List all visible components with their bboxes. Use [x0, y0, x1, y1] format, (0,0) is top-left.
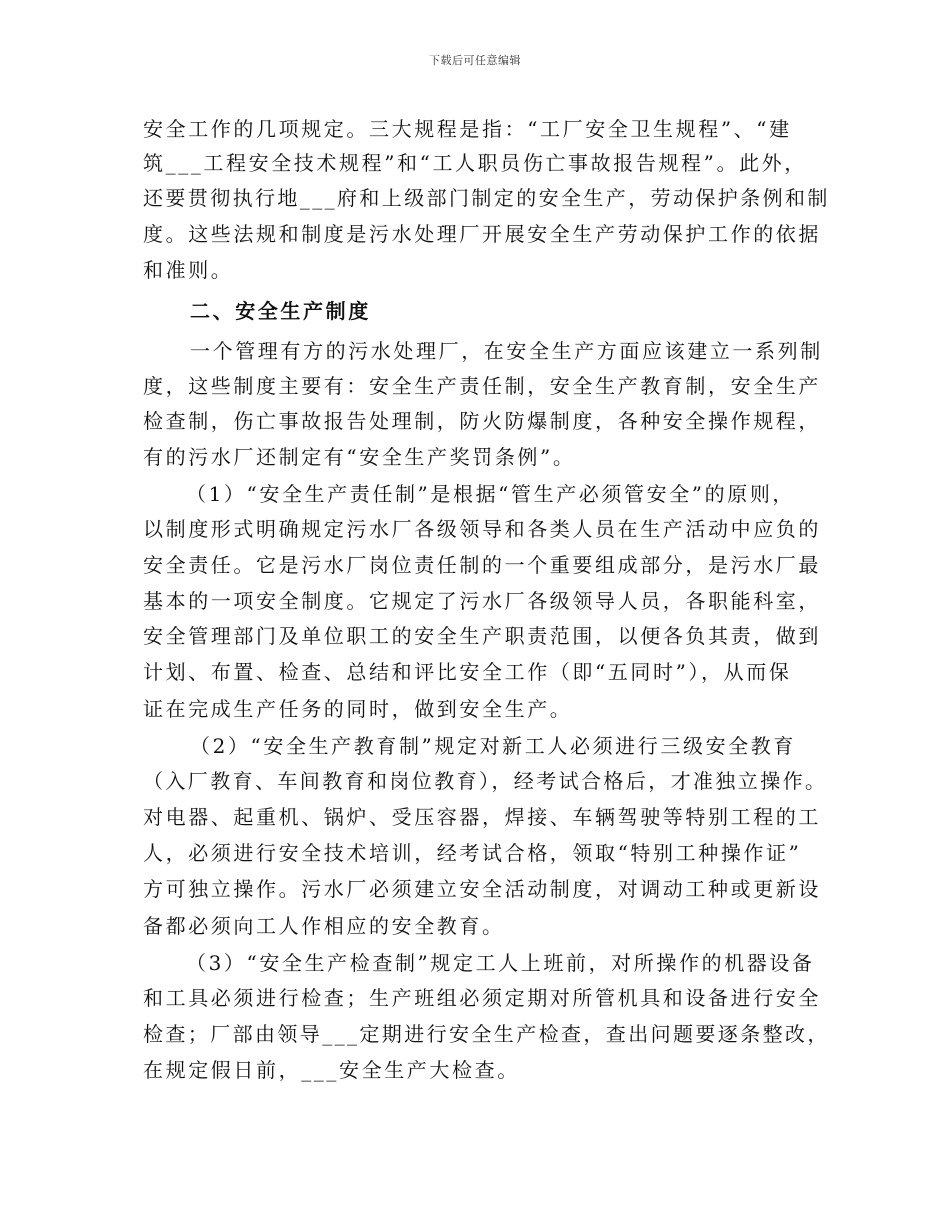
text-line: 以制度形式明确规定污水厂各级领导和各类人员在生产活动中应负的	[143, 517, 821, 541]
section-heading: 二、安全生产制度	[190, 299, 371, 323]
text-line: 计划、布置、检查、总结和评比安全工作（即“五同时”），从而保	[143, 660, 792, 684]
text-line: 和工具必须进行检查；生产班组必须定期对所管机具和设备进行安全	[143, 986, 821, 1010]
text-line: 检查制，伤亡事故报告处理制，防火防爆制度，各种安全操作规程，	[143, 409, 821, 433]
text-line: 证在完成生产任务的同时，做到安全生产。	[143, 697, 573, 721]
text-line: （3）“安全生产检查制”规定工人上班前，对所操作的机器设备	[186, 951, 815, 975]
text-line: 安全责任。它是污水厂岗位责任制的一个重要组成部分，是污水厂最	[143, 553, 821, 577]
text-line: 和准则。	[143, 258, 234, 282]
text-line: 度，这些制度主要有：安全生产责任制，安全生产教育制，安全生产	[143, 374, 821, 398]
text-line: 安全工作的几项规定。三大规程是指：“工厂安全卫生规程”、“建	[143, 117, 792, 141]
text-line: 方可独立操作。污水厂必须建立安全活动制度，对调动工种或更新设	[143, 877, 821, 901]
text-line: 检查；厂部由领导___定期进行安全生产检查，查出问题要逐条整改，	[143, 1022, 830, 1046]
text-line: 基本的一项安全制度。它规定了污水厂各级领导人员，各职能科室，	[143, 589, 821, 613]
text-line: 有的污水厂还制定有“安全生产奖罚条例”。	[143, 445, 576, 469]
text-line: 筑___工程安全技术规程”和“工人职员伤亡事故报告规程”。此外，	[143, 151, 807, 175]
text-line: 备都必须向工人作相应的安全教育。	[143, 914, 505, 938]
text-line: 对电器、起重机、锅炉、受压容器，焊接、车辆驾驶等特别工程的工	[143, 805, 821, 829]
text-line: （1）“安全生产责任制”是根据“管生产必须管安全”的原则，	[186, 482, 796, 506]
text-line: 度。这些法规和制度是污水处理厂开展安全生产劳动保护工作的依据	[143, 222, 821, 246]
text-line: 安全管理部门及单位职工的安全生产职责范围，以便各负其责，做到	[143, 624, 821, 648]
text-line: 在规定假日前，___安全生产大检查。	[143, 1058, 520, 1082]
text-line: 一个管理有方的污水处理厂，在安全生产方面应该建立一系列制	[190, 339, 823, 363]
text-line: 人，必须进行安全技术培训，经考试合格，领取“特别工种操作证”	[143, 841, 802, 865]
text-line: （2）“安全生产教育制”规定对新工人必须进行三级安全教育	[190, 734, 796, 758]
text-line: 还要贯彻执行地___府和上级部门制定的安全生产，劳动保护条例和制	[143, 186, 830, 210]
page-header: 下载后可任意编辑	[429, 54, 521, 67]
text-line: （入厂教育、车间教育和岗位教育），经考试合格后，才准独立操作。	[143, 769, 828, 793]
